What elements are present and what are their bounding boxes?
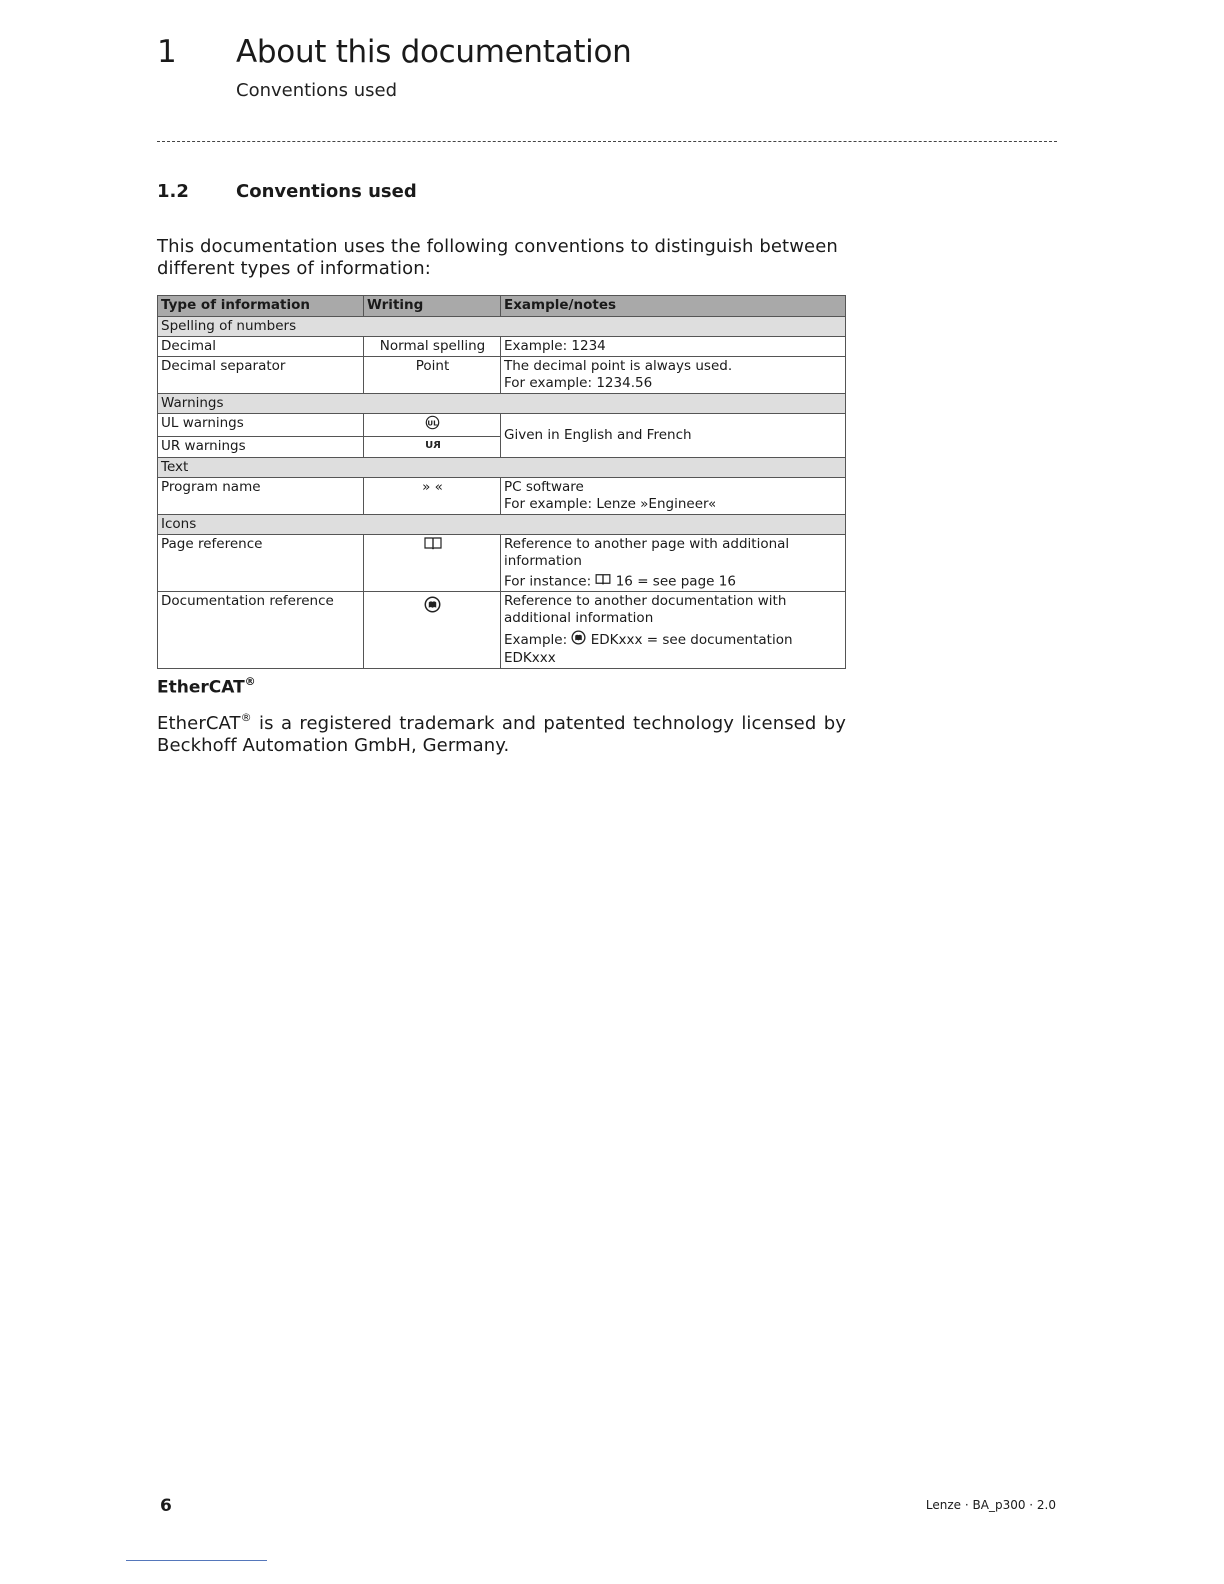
row-ur-writing <box>364 437 501 458</box>
section-number: 1.2 <box>157 181 189 202</box>
ur-recognized-mark-icon <box>425 438 441 455</box>
row-doc-ref-type: Documentation reference <box>158 592 364 669</box>
table-row <box>158 534 846 592</box>
row-page-ref-writing <box>364 534 501 592</box>
intro-paragraph: This documentation uses the following conventions to distinguish between different types of information: <box>157 236 838 279</box>
row-separator-type: Decimal separator <box>158 357 364 394</box>
table-row <box>158 337 846 357</box>
book-icon <box>424 536 442 555</box>
table-header-row <box>158 296 846 317</box>
registered-mark: ® <box>244 675 256 688</box>
chapter-subtitle: Conventions used <box>236 80 397 101</box>
doc-ref-note-prefix: Example: <box>504 632 568 648</box>
table-group-row <box>158 394 846 414</box>
row-program-writing: » « <box>364 477 501 514</box>
warnings-note: Given in English and French <box>501 414 846 458</box>
doc-ref-note-line2 <box>504 630 843 667</box>
ethercat-heading-text: EtherCAT <box>157 677 245 698</box>
table-row <box>158 357 846 394</box>
doc-ref-note-suffix: EDKxxx = see documentation EDKxxx <box>504 632 793 666</box>
group-warnings: Warnings <box>158 394 846 414</box>
table-row <box>158 477 846 514</box>
separator-note-line2: For example: 1234.56 <box>504 375 653 391</box>
dashed-divider <box>157 141 1057 142</box>
ethercat-heading <box>157 676 256 698</box>
row-ul-type: UL warnings <box>158 414 364 437</box>
group-icons: Icons <box>158 514 846 534</box>
row-doc-ref-writing <box>364 592 501 669</box>
footer-line <box>126 1560 267 1561</box>
separator-note-line1: The decimal point is always used. <box>504 358 733 374</box>
row-ul-writing <box>364 414 501 437</box>
row-decimal-note: Example: 1234 <box>501 337 846 357</box>
registered-mark: ® <box>240 711 252 724</box>
table-row <box>158 414 846 437</box>
row-program-note <box>501 477 846 514</box>
table-group-row <box>158 457 846 477</box>
svg-text:RU: RU <box>424 440 441 450</box>
group-numbers: Spelling of numbers <box>158 317 846 337</box>
page-ref-note-line1: Reference to another page with additional information <box>504 535 790 569</box>
group-text: Text <box>158 457 846 477</box>
ethercat-para-rest: is a registered trademark and patented technology licensed by Beckhoff Automation GmbH, Germany. <box>157 713 846 756</box>
footer-doc-info: Lenze · BA_p300 · 2.0 <box>925 1498 1056 1512</box>
page-ref-note-suffix: 16 = see page 16 <box>615 573 736 589</box>
program-note-line2: For example: Lenze »Engineer« <box>504 495 717 512</box>
book-icon <box>595 573 611 590</box>
row-page-ref-note <box>501 534 846 592</box>
program-note-line1: PC software <box>504 478 584 495</box>
row-ur-type: UR warnings <box>158 437 364 458</box>
row-page-ref-type: Page reference <box>158 534 364 592</box>
table-group-row <box>158 514 846 534</box>
section-title: Conventions used <box>236 181 417 202</box>
row-separator-writing: Point <box>364 357 501 394</box>
documentation-reference-icon <box>424 596 441 618</box>
table-header-example: Example/notes <box>501 296 846 317</box>
row-doc-ref-note <box>501 592 846 669</box>
ethercat-para-lead: EtherCAT <box>157 713 241 734</box>
ul-listed-mark-icon <box>425 415 440 435</box>
page-ref-note-prefix: For instance: <box>504 573 592 589</box>
table-row <box>158 592 846 669</box>
chapter-title: About this documentation <box>236 34 632 70</box>
doc-ref-note-line1: Reference to another documentation with additional information <box>504 593 787 626</box>
chapter-number: 1 <box>157 34 178 70</box>
row-separator-note <box>501 357 846 394</box>
page-ref-note-line2 <box>504 573 843 591</box>
row-program-type: Program name <box>158 477 364 514</box>
documentation-reference-icon <box>571 630 586 650</box>
svg-text:UL: UL <box>427 418 438 428</box>
conventions-table <box>157 295 846 669</box>
page-number: 6 <box>160 1496 172 1516</box>
table-header-writing: Writing <box>364 296 501 317</box>
table-group-row <box>158 317 846 337</box>
row-decimal-type: Decimal <box>158 337 364 357</box>
row-decimal-writing: Normal spelling <box>364 337 501 357</box>
ethercat-paragraph <box>157 708 846 757</box>
table-header-type: Type of information <box>158 296 364 317</box>
